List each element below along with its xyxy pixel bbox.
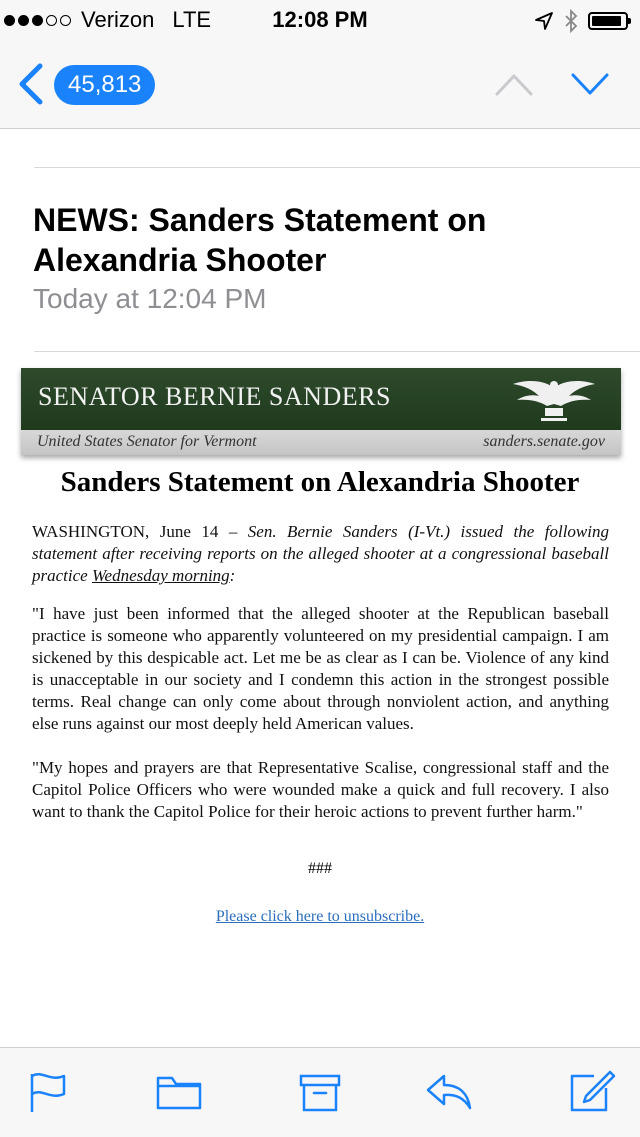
location-arrow-icon bbox=[534, 11, 554, 31]
flag-icon[interactable] bbox=[24, 1070, 74, 1114]
article-title: Sanders Statement on Alexandria Shooter bbox=[60, 466, 580, 498]
unsubscribe-container bbox=[0, 908, 640, 926]
lead-text: Sen. Bernie Sanders (I-Vt.) issued the following statement after receiving reports on the alleged shooter at a congressional baseball practice bbox=[32, 522, 609, 585]
header-divider-bottom bbox=[34, 351, 640, 352]
eagle-seal-icon bbox=[509, 374, 599, 424]
banner-top bbox=[21, 368, 621, 430]
email-date: Today at 12:04 PM bbox=[33, 283, 267, 314]
lead-dateline: WASHINGTON, June 14 – bbox=[32, 522, 248, 541]
network-type: LTE bbox=[172, 7, 212, 32]
banner-url: sanders.senate.gov bbox=[483, 433, 605, 450]
banner-subtitle: United States Senator for Vermont bbox=[37, 433, 257, 450]
status-bar bbox=[0, 0, 640, 40]
senator-banner bbox=[21, 368, 621, 455]
bottom-toolbar bbox=[0, 1047, 640, 1137]
compose-icon[interactable] bbox=[566, 1070, 616, 1114]
nav-bar bbox=[0, 40, 640, 129]
statement-paragraph-2: "My hopes and prayers are that Representative Scalise, congressional staff and the Capitol Police Officers who were wounded make a quick and full recovery. I also want to thank the Capitol Police for their heroic actions to prevent further harm." bbox=[32, 758, 609, 821]
previous-message-icon[interactable] bbox=[494, 70, 534, 98]
folder-icon[interactable] bbox=[154, 1070, 204, 1114]
unsubscribe-link[interactable]: Please click here to unsubscribe. bbox=[215, 908, 425, 925]
lead-date-link: Wednesday morning bbox=[91, 566, 230, 585]
reply-icon[interactable] bbox=[424, 1070, 474, 1114]
back-chevron-icon[interactable] bbox=[14, 62, 46, 106]
battery-icon bbox=[588, 12, 628, 30]
archive-icon[interactable] bbox=[296, 1070, 346, 1114]
banner-bottom bbox=[21, 430, 621, 455]
lead-end: : bbox=[229, 566, 236, 585]
bluetooth-icon bbox=[564, 9, 578, 33]
statement-paragraph-1: "I have just been informed that the alleged shooter at the Republican baseball practice is someone who apparently volunteered on my presidential campaign. I am sickened by this despicable act. Let me be as clear as I can be. Violence of any kind is unacceptable in our society and I condemn this action in the strongest possible terms. Real change can only come about through nonviolent action, and anything else runs against our most deeply held American values. bbox=[32, 604, 609, 733]
status-right bbox=[534, 9, 628, 33]
end-separator: ### bbox=[308, 860, 332, 877]
email-subject: NEWS: Sanders Statement on Alexandria Shooter bbox=[33, 202, 487, 278]
next-message-icon[interactable] bbox=[570, 70, 610, 98]
carrier-name: Verizon bbox=[81, 7, 155, 32]
banner-title: SENATOR BERNIE SANDERS bbox=[38, 382, 391, 411]
header-divider-top bbox=[34, 167, 640, 168]
lead-paragraph bbox=[32, 521, 609, 587]
status-time: 12:08 PM bbox=[272, 7, 368, 32]
message-count-badge[interactable]: 45,813 bbox=[54, 65, 155, 105]
